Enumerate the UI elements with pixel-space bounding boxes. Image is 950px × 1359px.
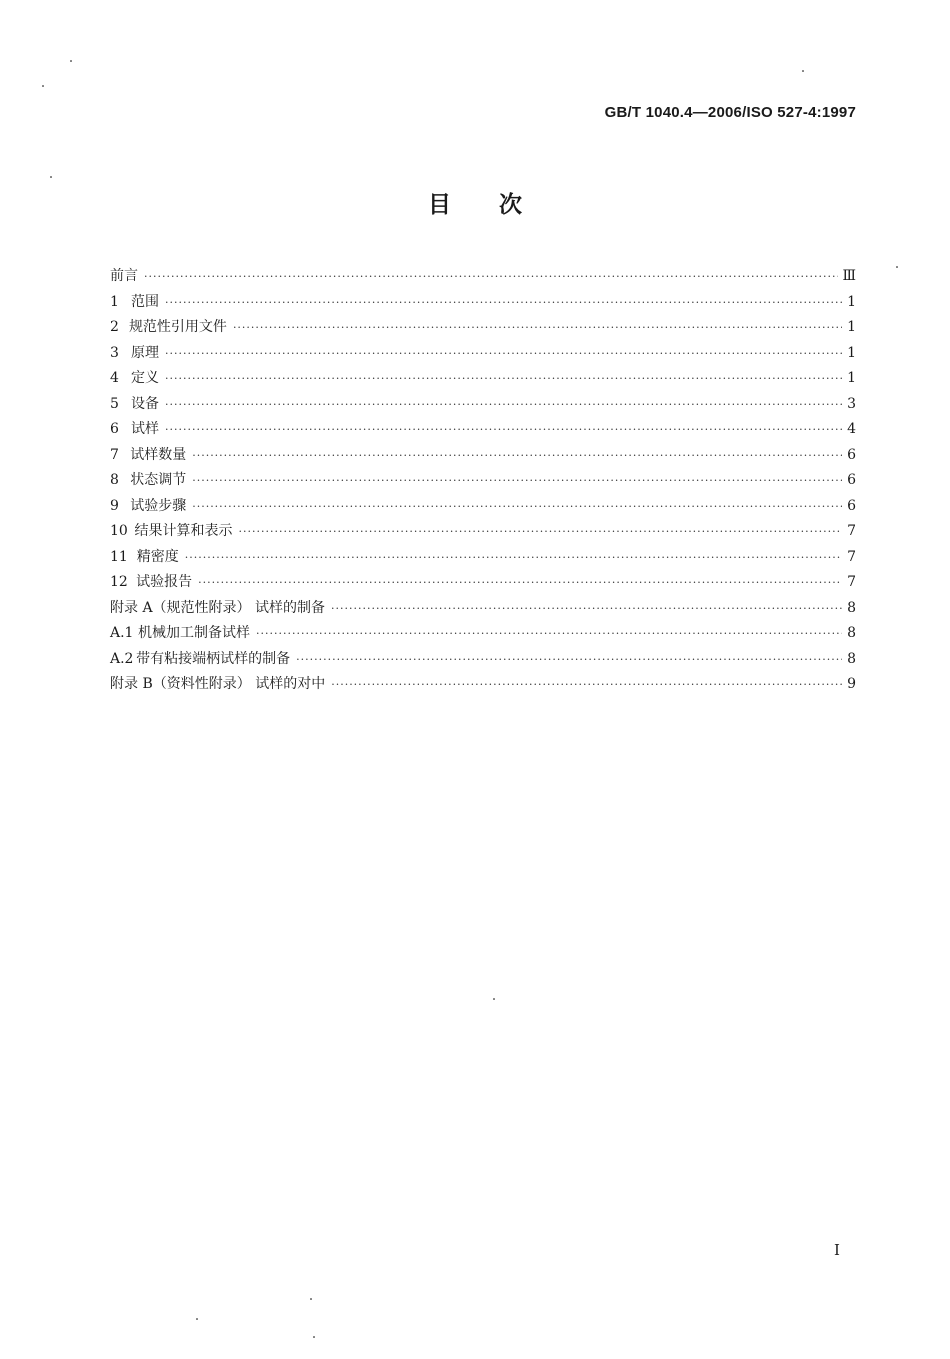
toc-entry-page: 4	[847, 421, 856, 437]
toc-entry-label: 前言	[110, 268, 138, 284]
toc-entry-page: Ⅲ	[842, 268, 856, 284]
toc-entry-label: 定义	[131, 370, 160, 386]
toc-entry-label: 试样	[131, 421, 160, 437]
toc-entry-page: 1	[847, 370, 856, 386]
toc-entry-appendix-a[interactable]	[110, 596, 856, 622]
toc-entry-label: 试验报告	[136, 574, 193, 590]
toc-entry-10[interactable]	[110, 519, 856, 545]
toc-dot-leader	[331, 596, 842, 622]
toc-entry-page: 6	[847, 446, 856, 463]
toc-entry-number: 10	[110, 523, 128, 539]
toc-entry-page: 7	[847, 574, 856, 590]
scan-speck	[310, 1298, 312, 1300]
toc-entry-number: 4	[110, 370, 119, 386]
toc-entry-page: 1	[847, 293, 856, 310]
toc-entry-label: 带有粘接端柄试样的制备	[136, 650, 291, 667]
toc-entry-page: 1	[847, 319, 856, 335]
toc-entry-1[interactable]	[110, 290, 856, 316]
toc-dot-leader	[144, 264, 838, 290]
toc-dot-leader	[256, 621, 842, 647]
toc-dot-leader	[192, 468, 842, 494]
toc-entry-a1[interactable]	[110, 621, 856, 647]
toc-dot-leader	[192, 494, 842, 520]
toc-entry-page: 6	[847, 497, 856, 514]
scan-speck	[493, 998, 495, 1000]
page-number: I	[834, 1241, 840, 1259]
toc-entry-label: 精密度	[136, 548, 179, 565]
toc-entry-7[interactable]	[110, 443, 856, 469]
toc-entry-label: 结果计算和表示	[134, 523, 233, 539]
toc-entry-label: 附录 A（规范性附录） 试样的制备	[110, 599, 326, 616]
toc-dot-leader	[165, 290, 842, 316]
scan-speck	[42, 85, 44, 87]
toc-dot-leader	[185, 545, 842, 571]
toc-entry-page: 7	[847, 523, 856, 539]
toc-entry-number: A.1	[110, 625, 134, 641]
page-title: 目次	[428, 192, 570, 218]
toc-entry-page: 6	[847, 472, 856, 488]
toc-entry-4[interactable]	[110, 366, 856, 392]
toc-entry-11[interactable]	[110, 545, 856, 571]
toc-entry-label: 试验步骤	[130, 497, 187, 514]
toc-entry-page: 8	[847, 599, 856, 616]
toc-entry-appendix-b[interactable]	[110, 672, 856, 698]
toc-entry-label: 状态调节	[130, 472, 187, 488]
toc-dot-leader	[165, 366, 842, 392]
scan-speck	[313, 1336, 315, 1338]
toc-entry-foreword[interactable]	[110, 264, 856, 290]
toc-entry-page: 1	[847, 344, 856, 361]
toc-entry-label: 机械加工制备试样	[138, 625, 251, 641]
toc-entry-2[interactable]	[110, 315, 856, 341]
toc-entry-page: 8	[847, 650, 856, 667]
toc-entry-number: A.2	[110, 650, 134, 667]
toc-entry-number: 7	[110, 446, 119, 463]
toc-entry-label: 设备	[131, 395, 160, 412]
toc-entry-5[interactable]	[110, 392, 856, 418]
toc-dot-leader	[239, 519, 842, 545]
toc-dot-leader	[192, 443, 842, 469]
toc-entry-number: 3	[110, 344, 119, 361]
toc-entry-9[interactable]	[110, 494, 856, 520]
toc-entry-number: 1	[110, 293, 119, 310]
toc-entry-6[interactable]	[110, 417, 856, 443]
scan-speck	[802, 70, 804, 72]
toc-entry-label: 规范性引用文件	[128, 319, 227, 335]
toc-entry-label: 附录 B（资料性附录） 试样的对中	[110, 676, 326, 692]
toc-dot-leader	[165, 417, 842, 443]
toc-entry-8[interactable]	[110, 468, 856, 494]
toc-dot-leader	[233, 315, 842, 341]
toc-entry-a2[interactable]	[110, 647, 856, 673]
toc-dot-leader	[331, 672, 842, 698]
toc-entry-12[interactable]	[110, 570, 856, 596]
toc-entry-number: 8	[110, 472, 119, 488]
toc-entry-number: 12	[110, 574, 128, 590]
toc-dot-leader	[165, 392, 842, 418]
toc-entry-label: 范围	[131, 293, 160, 310]
scan-speck	[196, 1318, 198, 1320]
toc-entry-page: 9	[847, 676, 856, 692]
toc-dot-leader	[165, 341, 842, 367]
toc-entry-number: 5	[110, 395, 119, 412]
toc-entry-number: 11	[110, 548, 128, 565]
table-of-contents	[110, 264, 856, 698]
toc-dot-leader	[296, 647, 842, 673]
toc-entry-3[interactable]	[110, 341, 856, 367]
toc-entry-page: 8	[847, 625, 856, 641]
toc-entry-label: 试样数量	[130, 446, 187, 463]
toc-entry-number: 9	[110, 497, 119, 514]
standard-code: GB/T 1040.4—2006/ISO 527-4:1997	[604, 104, 856, 121]
scan-speck	[896, 266, 898, 268]
toc-entry-number: 6	[110, 421, 119, 437]
toc-entry-number: 2	[110, 319, 119, 335]
toc-entry-page: 7	[847, 548, 856, 565]
scan-speck	[50, 176, 52, 178]
toc-entry-page: 3	[847, 395, 856, 412]
toc-dot-leader	[198, 570, 842, 596]
toc-entry-label: 原理	[131, 344, 160, 361]
scan-speck	[70, 60, 72, 62]
